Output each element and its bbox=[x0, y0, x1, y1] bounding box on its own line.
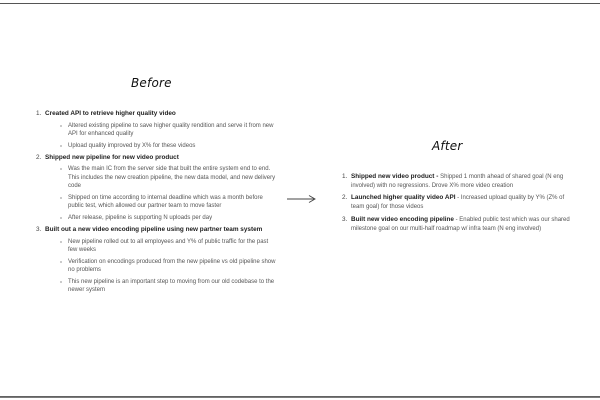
sub-list bbox=[59, 165, 276, 222]
item-description: - Enabled public test which was our shared milestone goal on our multi-half roadmap w/ infra team (N eng involved) bbox=[351, 216, 570, 232]
item-title: Created API to retrieve higher quality video bbox=[45, 110, 176, 117]
item-title: Shipped new pipeline for new video product bbox=[45, 153, 179, 161]
after-heading: After bbox=[432, 139, 463, 153]
bottom-border bbox=[0, 396, 600, 398]
item-number: 1. bbox=[342, 173, 348, 180]
before-heading: Before bbox=[131, 76, 172, 90]
sub-bullet: New pipeline rolled out to all employees and Y% of public traffic for the past few weeks bbox=[59, 238, 276, 255]
sub-bullet: Was the main IC from the server side that built the entire system end to end. This includes the new creation pipeline, the new data model, and new delivery code bbox=[59, 165, 276, 190]
item-title: Built out a new video encoding pipeline using new partner team system bbox=[45, 226, 263, 234]
right-arrow-icon bbox=[287, 194, 317, 204]
sub-bullet: Shipped on time according to internal deadline which was a month before public test, which allowed our partner team to move faster bbox=[59, 194, 276, 211]
item-number: 3. bbox=[36, 226, 42, 234]
sub-bullet: This new pipeline is an important step to moving from our old codebase to the newer system bbox=[59, 278, 276, 295]
item-description: Shipped 1 month ahead of shared goal (N eng involved) with no regressions. Drove X% more video creation bbox=[351, 174, 564, 189]
item-number: 1. bbox=[36, 110, 42, 117]
after-list bbox=[342, 173, 570, 237]
item-title: Launched higher quality video API bbox=[351, 194, 456, 202]
item-title: Shipped new video product - bbox=[351, 173, 441, 180]
before-item bbox=[36, 154, 276, 222]
sub-bullet: After release, pipeline is supporting N uploads per day bbox=[59, 214, 276, 222]
top-border bbox=[0, 3, 600, 4]
item-title: Built new video encoding pipeline bbox=[351, 215, 454, 223]
item-number: 2. bbox=[36, 153, 42, 161]
before-item bbox=[36, 226, 276, 294]
sub-bullet: Altered existing pipeline to save higher quality rendition and serve it from new API for enhanced quality bbox=[59, 122, 276, 139]
item-number: 3. bbox=[342, 215, 348, 223]
sub-list bbox=[59, 238, 276, 295]
before-list bbox=[36, 110, 276, 298]
item-number: 2. bbox=[342, 194, 348, 202]
before-item bbox=[36, 110, 276, 150]
after-item bbox=[342, 216, 570, 233]
sub-bullet: Upload quality improved by X% for these videos bbox=[59, 142, 276, 150]
sub-list bbox=[59, 122, 276, 150]
after-item bbox=[342, 194, 570, 211]
item-description: - Increased upload quality by Y% (Z% of team goal) for those videos bbox=[351, 195, 565, 211]
after-item bbox=[342, 173, 570, 190]
sub-bullet: Verification on encodings produced from the new pipeline vs old pipeline show no problems bbox=[59, 258, 276, 275]
